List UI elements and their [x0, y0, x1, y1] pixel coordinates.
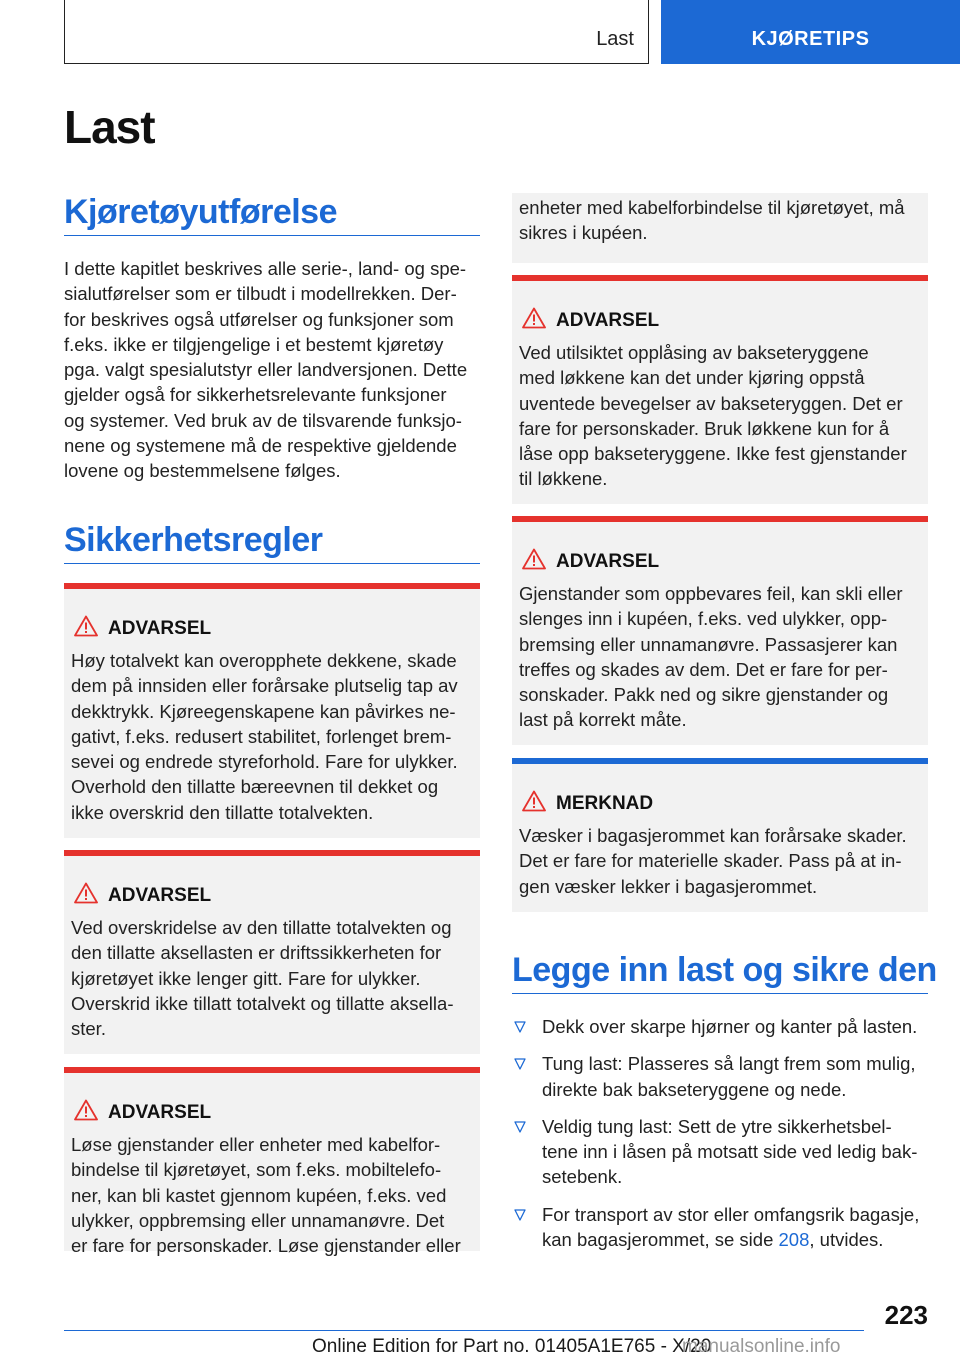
para-line: f.eks. ikke er tilgjengelige i et bestemt kjøretøy — [64, 333, 444, 355]
note-line: Det er fare for materielle skader. Pass på at in- — [519, 850, 902, 872]
warning-header — [522, 307, 659, 332]
warning-header — [74, 615, 211, 640]
warning-text — [519, 581, 920, 733]
warning-line: enheter med kabelforbindelse til kjøretøyet, må — [519, 197, 905, 218]
note-line: Væsker i bagasjerommet kan forårsake skader. — [519, 825, 907, 846]
warning-triangle-icon — [74, 615, 98, 637]
warning-label: ADVARSEL — [108, 618, 212, 639]
warning-triangle-icon — [74, 882, 98, 904]
warning-line: sonskader. Pakk ned og sikre gjenstander og — [519, 684, 889, 706]
warning-line: sevei og endrede styreforhold. Fare for ulykker. — [71, 751, 458, 773]
para-line: nene og systemene må de respektive gjeldende — [64, 435, 457, 457]
list-item-line: tene inn i låsen på motsatt side ved ledig bak- — [542, 1141, 918, 1163]
warning-box — [512, 275, 928, 504]
warning-header — [74, 1099, 211, 1124]
warning-line: ulykker, oppbremsing eller unnamanøvre. Det — [71, 1209, 445, 1231]
note-label: MERKNAD — [556, 793, 654, 814]
warning-box — [512, 516, 928, 745]
warning-triangle-icon — [74, 1099, 98, 1121]
list-item — [512, 1114, 932, 1190]
warning-box-continued — [512, 193, 928, 263]
list-item-line: Veldig tung last: Sett de ytre sikkerhetsbel- — [542, 1115, 892, 1137]
warning-line: ikke overskrid den tillatte totalvekten. — [71, 801, 374, 823]
warning-line: med løkkene kan det under kjøring oppstå — [519, 367, 865, 389]
list-item-text: kan bagasjerommet, se side — [542, 1229, 779, 1251]
note-box — [512, 758, 928, 912]
warning-line: slenges inn i kupéen, f.eks. ved ulykker, opp- — [519, 608, 888, 630]
section-heading-safety-rules: Sikkerhetsregler — [64, 521, 323, 559]
bullet-triangle-icon — [514, 1021, 526, 1033]
warning-text — [71, 648, 472, 825]
warning-box — [64, 583, 480, 838]
warning-label: ADVARSEL — [108, 885, 212, 906]
load-instructions-list — [512, 1014, 932, 1264]
list-item-line: Tung last: Plasseres så langt frem som mulig, — [542, 1053, 916, 1075]
note-line: gen væsker lekker i bagasjerommet. — [519, 875, 818, 897]
warning-label: ADVARSEL — [556, 551, 660, 572]
list-item — [512, 1014, 932, 1039]
warning-line: bremsing eller unnamanøvre. Passasjerer kan — [519, 633, 898, 655]
section-rule — [64, 235, 480, 236]
para-line: pga. valgt spesialutstyr eller landversjonen. Dette — [64, 359, 468, 381]
page-title: Last — [64, 101, 155, 153]
warning-line: dekktrykk. Kjøreegenskapene kan påvirkes ne- — [71, 700, 456, 722]
list-item-line: setebenk. — [542, 1166, 623, 1188]
warning-line: låse opp bakseteryggene. Ikke fest gjenstander — [519, 443, 907, 465]
warning-line: Ved overskridelse av den tillatte totalvekten og — [71, 917, 452, 938]
warning-text — [71, 915, 472, 1041]
header-section-label: Last — [596, 28, 634, 50]
warning-box — [64, 850, 480, 1054]
para-line: gjelder også for sikkerhetsrelevante funksjoner — [64, 384, 447, 406]
warning-label: ADVARSEL — [108, 1102, 212, 1123]
warning-line: til løkkene. — [519, 468, 608, 490]
warning-line: last på korrekt måte. — [519, 709, 687, 731]
section-heading-vehicle-design: Kjøretøyutførelse — [64, 193, 337, 231]
section-heading-load-securing: Legge inn last og sikre den — [512, 951, 937, 989]
warning-triangle-icon — [522, 548, 546, 570]
header-section-box — [64, 0, 649, 64]
warning-line: gativt, f.eks. redusert stabilitet, forlenget brem- — [71, 725, 452, 747]
list-item-line: direkte bak bakseteryggene og nede. — [542, 1078, 847, 1100]
warning-line: Ved utilsiktet opplåsing av bakseteryggene — [519, 342, 869, 363]
list-item-text: , utvides. — [809, 1229, 884, 1251]
para-line: I dette kapitlet beskrives alle serie-, land- og spe- — [64, 258, 467, 279]
header-chapter-tab[interactable] — [661, 0, 960, 64]
section-rule — [64, 563, 480, 564]
warning-text — [519, 195, 920, 246]
para-line: for beskrives også utførelser og funksjoner som — [64, 308, 454, 330]
warning-header — [74, 882, 211, 907]
bullet-triangle-icon — [514, 1121, 526, 1133]
page-reference-link[interactable]: 208 — [778, 1229, 810, 1251]
warning-line: dem på innsiden eller forårsake plutselig tap av — [71, 675, 458, 697]
warning-line: Gjenstander som oppbevares feil, kan skli eller — [519, 583, 903, 604]
warning-label: ADVARSEL — [556, 310, 660, 331]
list-item-line: For transport av stor eller omfangsrik bagasje, — [542, 1203, 920, 1225]
section-rule — [512, 993, 928, 994]
para-line: lovene og bestemmelsene følges. — [64, 460, 341, 482]
header-chapter-label: KJØRETIPS — [751, 28, 870, 50]
warning-line: er fare for personskader. Løse gjenstander eller — [71, 1235, 461, 1257]
warning-line: bindelse til kjøretøyet, som f.eks. mobiltelefo- — [71, 1159, 442, 1181]
note-header — [522, 790, 653, 815]
footer-rule — [64, 1330, 864, 1331]
warning-line: Høy totalvekt kan overopphete dekkene, skade — [71, 650, 457, 671]
footer-watermark: manualsonline.info — [682, 1336, 841, 1357]
warning-triangle-icon — [522, 790, 546, 812]
list-item-line — [542, 1227, 932, 1252]
para-line: sialutførelser som er tilbudt i modellrekken. Der- — [64, 283, 457, 305]
warning-line: fare for personskader. Bruk løkkene kun for å — [519, 417, 890, 439]
warning-line: treffes og skades av dem. Det er fare for per- — [519, 658, 888, 680]
warning-text — [71, 1132, 472, 1258]
warning-line: Løse gjenstander eller enheter med kabelfor- — [71, 1134, 441, 1155]
note-text — [519, 823, 920, 899]
warning-line: Overskrid ikke tillatt totalvekt og tillatte aksella- — [71, 992, 454, 1014]
warning-line: sikres i kupéen. — [519, 222, 648, 244]
bullet-triangle-icon — [514, 1058, 526, 1070]
bullet-triangle-icon — [514, 1209, 526, 1221]
vehicle-design-paragraph — [64, 256, 484, 484]
warning-box — [64, 1067, 480, 1257]
list-item — [512, 1202, 932, 1253]
warning-line: ner, kan bli kastet gjennom kupéen, f.eks. ved — [71, 1184, 447, 1206]
warning-triangle-icon — [522, 307, 546, 329]
warning-line: uventede bevegelser av bakseteryggen. Det er — [519, 392, 903, 414]
page-number: 223 — [884, 1300, 928, 1330]
warning-line: kjøretøyet ikke lenger gitt. Fare for ulykker. — [71, 967, 421, 989]
warning-line: Overhold den tillatte bæreevnen til dekket og — [71, 776, 439, 798]
warning-text — [519, 340, 920, 492]
footer-edition: Online Edition for Part no. 01405A1E765 - X/20 — [312, 1336, 712, 1357]
para-line: og systemer. Ved bruk av de tilsvarende funksjo- — [64, 409, 462, 431]
warning-header — [522, 548, 659, 573]
list-item — [512, 1051, 932, 1102]
warning-line: ster. — [71, 1018, 106, 1040]
warning-line: den tillatte aksellasten er driftssikkerheten for — [71, 942, 442, 964]
list-item-line: Dekk over skarpe hjørner og kanter på lasten. — [542, 1016, 918, 1037]
